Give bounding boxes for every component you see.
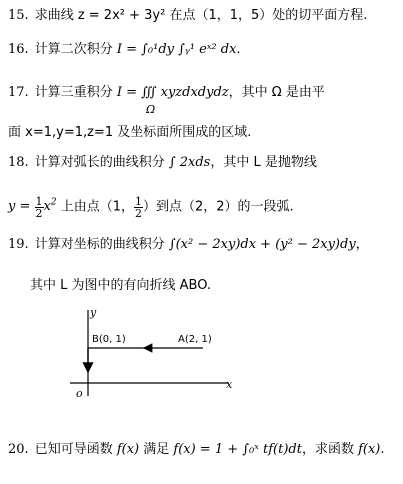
problem-number: 15. <box>8 8 29 23</box>
parabola-equation: y = $\frac{1}{2}$ $x^2$ <box>8 195 57 221</box>
problem-suffix: ， <box>355 237 369 252</box>
problem-mid: 满足 <box>139 442 174 457</box>
problem-17 <box>8 83 325 103</box>
problem-number: 16. <box>8 42 29 57</box>
path-diagram <box>68 304 238 404</box>
problem-suffix: ，其中 Ω 是由平 <box>228 85 325 100</box>
problem-number: 20. <box>8 442 29 457</box>
function-name-end: f(x). <box>358 442 385 457</box>
integral-expression: ∫ 2xds <box>168 155 211 170</box>
problem-prefix: 计算对坐标的曲线积分 <box>34 237 169 252</box>
problem-number: 19. <box>8 237 29 252</box>
integral-expression: I = ∫₀¹dy ∫ᵧ¹ eˣ² dx. <box>116 42 241 57</box>
problem-suffix: ，求函数 <box>301 442 359 457</box>
problem-number: 17. <box>8 85 29 100</box>
problem-suffix: ，其中 L 是抛物线 <box>210 155 317 170</box>
label-o: o <box>76 387 83 400</box>
label-point-a: A(2, 1) <box>178 334 212 345</box>
integral-equation: f(x) = 1 + ∫₀ˣ tf(t)dt <box>173 442 302 457</box>
problem-prefix: 已知可导函数 <box>34 442 117 457</box>
problem-17-line2: 面 x=1,y=1,z=1 及坐标面所围成的区域. <box>8 125 252 140</box>
problem-prefix: 计算对弧长的曲线积分 <box>34 155 169 170</box>
label-point-b: B(0, 1) <box>92 334 126 345</box>
segment-text-a: 上由点（1， <box>56 199 134 215</box>
problem-20 <box>8 440 385 460</box>
problem-number: 18. <box>8 155 29 170</box>
problem-19 <box>8 235 369 255</box>
problem-prefix: 计算三重积分 <box>34 85 117 100</box>
problem-prefix: 计算二次积分 <box>34 42 117 57</box>
problem-text: 求曲线 z = 2x² + 3y² 在点（1，1，5）处的切平面方程. <box>34 8 368 23</box>
problem-19-line2: 其中 L 为图中的有向折线 ABO. <box>30 278 212 293</box>
segment-text-b: ）到点（2，2）的一段弧. <box>143 199 294 215</box>
integral-expression: I = ∭ xyzdxdydz <box>116 85 229 100</box>
label-x: x <box>226 378 233 391</box>
problem-15 <box>8 6 367 26</box>
integral-expression: ∫(x² − 2xy)dx + (y² − 2xy)dy <box>168 237 356 252</box>
region-omega-label: Ω <box>146 103 156 116</box>
label-y: y <box>90 306 97 319</box>
problem-18-line2 <box>8 193 294 219</box>
problem-18 <box>8 153 317 173</box>
function-name: f(x) <box>116 442 140 457</box>
fraction-half: $\frac{1}{2}$ <box>135 195 142 221</box>
problem-16 <box>8 40 241 60</box>
